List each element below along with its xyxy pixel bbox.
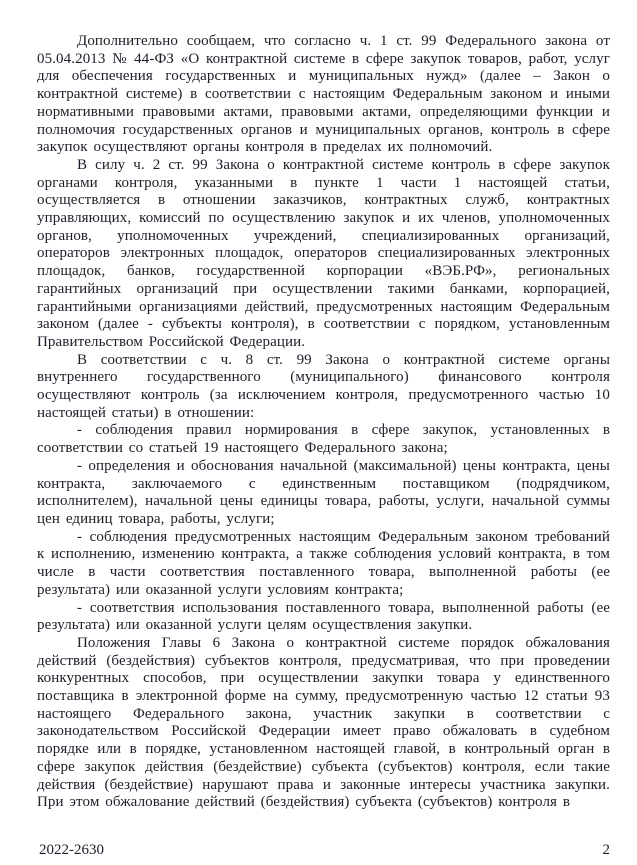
paragraph-intro-ch1-st99: Дополнительно сообщаем, что согласно ч. 1 ст. 99 Федерального закона от 05.04.2013 № 44-ФЗ «О контрактной системе в сфере закупок товаров, работ, услуг для обеспечения государственных и муниципальных нужд» (далее – Закон о контрактной системе) в соответствии с настоящим Федеральным законом и иными нормативными правовыми актами, правовыми актами, определяющими функции и полномочия государственных органов и муниципальных органов, контроль в сфере закупок осуществляют органы контроля в пределах их полномочий. [37,33,610,156]
list-item-normirovanie: - соблюдения правил нормирования в сфере закупок, установленных в соответствии со статьей 19 настоящего Федерального закона; [37,422,610,457]
paragraph-ch2-st99: В силу ч. 2 ст. 99 Закона о контрактной системе контроль в сфере закупок органами контроля, указанными в пункте 1 части 1 настоящей статьи, осуществляется в отношении заказчиков, контрактных служб, контрактных управляющих, комиссий по осуществлению закупок и их членов, уполномоченных органов, уполномоченных учреждений, специализированных организаций, операторов электронных площадок, операторов специализированных электронных площадок, банков, государственной корпорации «ВЭБ.РФ», региональных гарантийных организаций при осуществлении такими банками, корпорацией, гарантийными организациями действий, предусмотренных настоящим Федеральным законом (далее - субъекты контроля), в соответствии с порядком, установленным Правительством Российской Федерации. [37,156,610,350]
list-item-opredelenie-ceny: - определения и обоснования начальной (максимальной) цены контракта, цены контракта, заключаемого с единственным поставщиком (подрядчиком, исполнителем), начальной цены единицы товара, работы, услуги, начальной суммы цен единиц товара, работы, услуги; [37,457,610,527]
document-number: 2022-2630 [39,842,104,858]
document-body [37,33,610,812]
list-item-soblyudenie-trebovaniy: - соблюдения предусмотренных настоящим Федеральным законом требований к исполнению, изменению контракта, а также соблюдения условий контракта, в том числе в части соответствия поставленного товара, выполненной работы (ее результата) или оказанной услуги условиям контракта; [37,528,610,598]
page-footer [39,841,610,859]
list-item-sootvetstvie-ispolzovaniya: - соответствия использования поставленного товара, выполненной работы (ее результата) или оказанной услуги целям осуществления закупки. [37,599,610,634]
paragraph-glava6-obzhalovanie: Положения Главы 6 Закона о контрактной системе порядок обжалования действий (бездействия) субъектов контроля, предусматривая, что при проведении конкурентных способов, при осуществлении закупки товара у единственного поставщика в электронной форме на сумму, предусмотренную частью 12 статьи 93 настоящего Федерального закона, участник закупки в соответствии с законодательством Российской Федерации имеет право обжаловать в судебном порядке или в порядке, установленном настоящей главой, в контрольный орган в сфере закупок действия (бездействие) субъекта (субъектов) контроля, если такие действия (бездействие) нарушают права и законные интересы участника закупки. При этом обжалование действий (бездействия) субъекта (субъектов) контроля в [37,634,610,811]
page-number: 2 [602,842,610,858]
paragraph-ch8-st99: В соответствии с ч. 8 ст. 99 Закона о контрактной системе органы внутреннего государственного (муниципального) финансового контроля осуществляют контроль (за исключением контроля, предусмотренного частью 10 настоящей статьи) в отношении: [37,351,610,421]
